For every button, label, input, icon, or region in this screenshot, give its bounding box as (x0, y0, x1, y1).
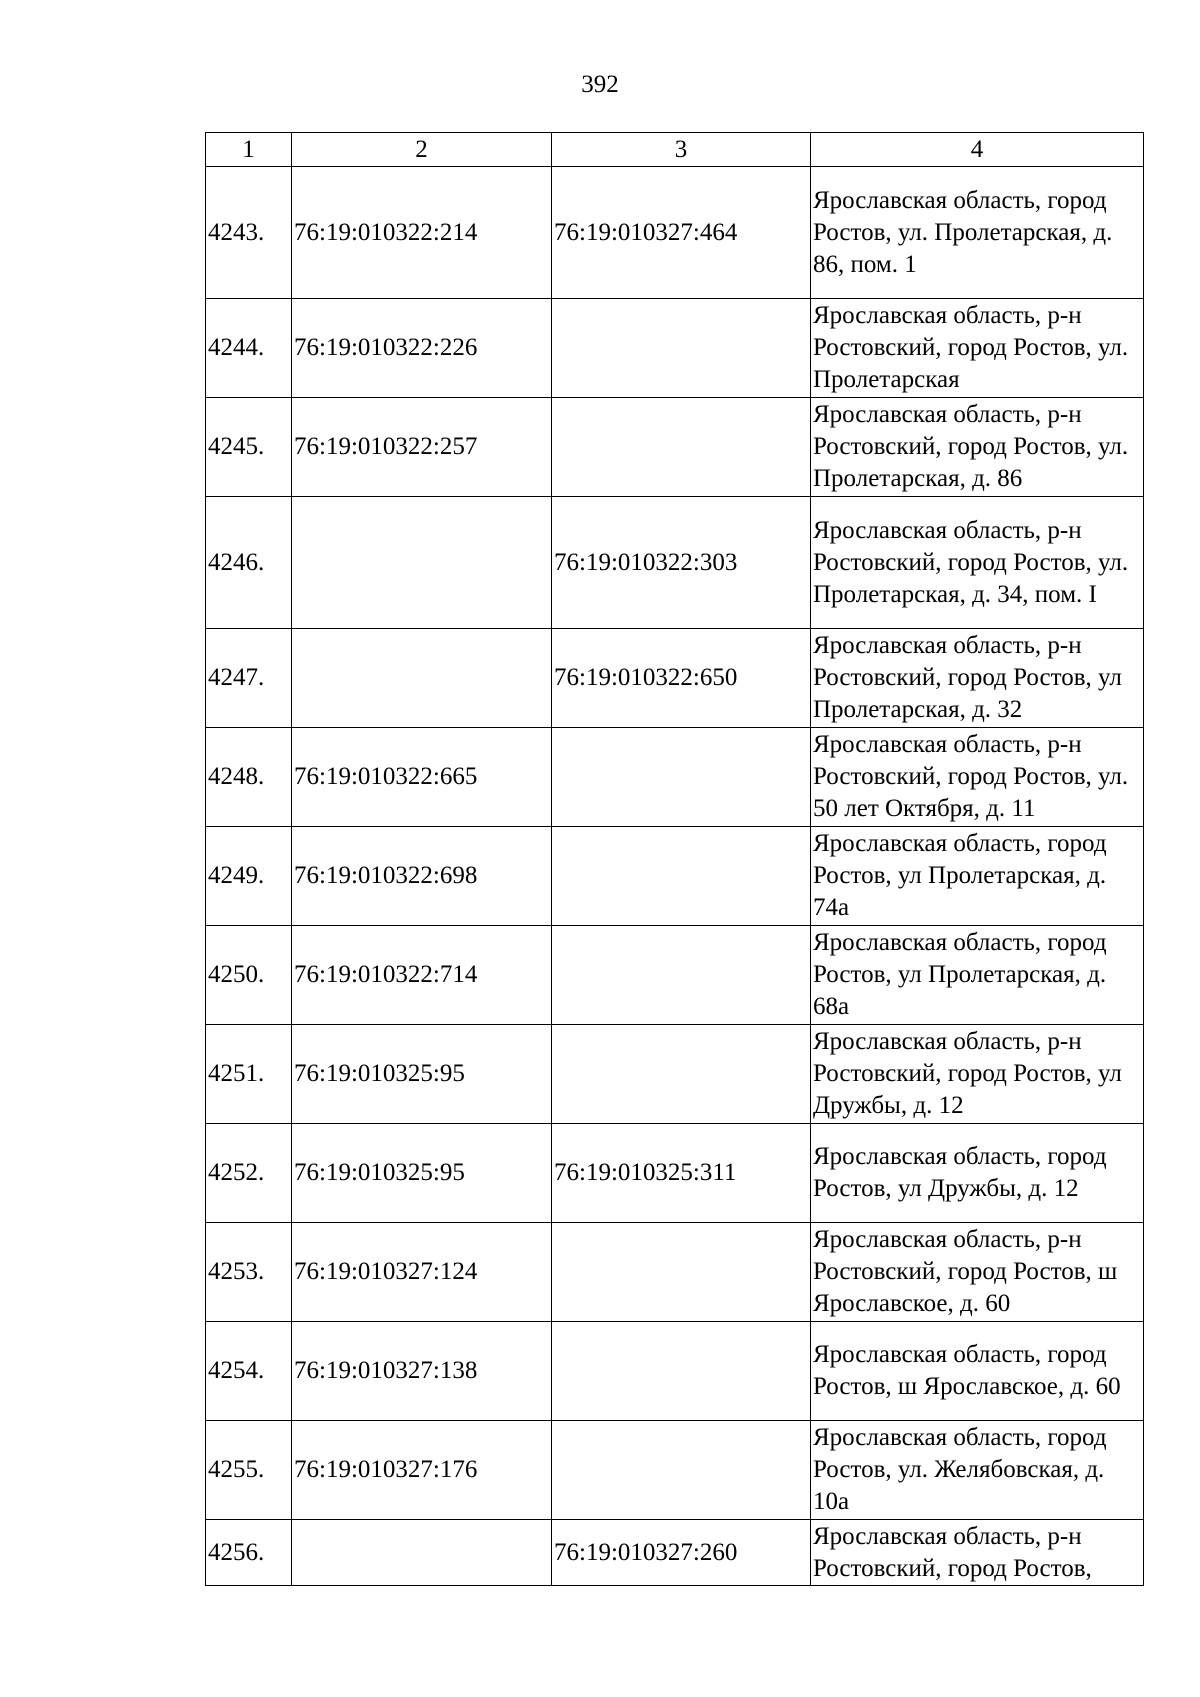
column-header: 3 (552, 133, 811, 167)
table-row (206, 1520, 1144, 1586)
cadastral-number-cell (552, 398, 811, 497)
cadastral-number-cell: 76:19:010327:464 (552, 167, 811, 299)
table-row (206, 497, 1144, 629)
cadastral-number-cell (552, 728, 811, 827)
cadastral-number-cell (292, 629, 552, 728)
row-number-cell: 4255. (206, 1421, 292, 1520)
table-row (206, 299, 1144, 398)
cadastral-number-cell: 76:19:010322:303 (552, 497, 811, 629)
cadastral-number-cell: 76:19:010322:714 (292, 926, 552, 1025)
address-cell: Ярославская область, город Ростов, ш Ярославское, д. 60 (811, 1322, 1144, 1421)
cadastral-number-cell (552, 1025, 811, 1124)
row-number-cell: 4249. (206, 827, 292, 926)
cadastral-number-cell: 76:19:010322:257 (292, 398, 552, 497)
address-cell: Ярославская область, город Ростов, ул. Желябовская, д. 10а (811, 1421, 1144, 1520)
cadastral-number-cell (292, 1520, 552, 1586)
cadastral-number-cell: 76:19:010322:665 (292, 728, 552, 827)
cadastral-number-cell: 76:19:010325:95 (292, 1124, 552, 1223)
address-cell: Ярославская область, р-н Ростовский, город Ростов, ул Дружбы, д. 12 (811, 1025, 1144, 1124)
column-header: 2 (292, 133, 552, 167)
table-row (206, 728, 1144, 827)
row-number-cell: 4250. (206, 926, 292, 1025)
cadastral-number-cell: 76:19:010322:650 (552, 629, 811, 728)
table-row (206, 827, 1144, 926)
column-header: 1 (206, 133, 292, 167)
page-number: 392 (581, 71, 619, 98)
table-body (206, 167, 1144, 1586)
row-number-cell: 4248. (206, 728, 292, 827)
cadastral-number-cell (552, 926, 811, 1025)
table-row (206, 926, 1144, 1025)
address-cell: Ярославская область, р-н Ростовский, город Ростов, ул. 50 лет Октября, д. 11 (811, 728, 1144, 827)
table-row (206, 1223, 1144, 1322)
cadastral-number-cell: 76:19:010327:260 (552, 1520, 811, 1586)
column-header: 4 (811, 133, 1144, 167)
cadastral-number-cell: 76:19:010322:214 (292, 167, 552, 299)
row-number-cell: 4244. (206, 299, 292, 398)
cadastral-number-cell: 76:19:010327:176 (292, 1421, 552, 1520)
cadastral-number-cell (552, 299, 811, 398)
row-number-cell: 4245. (206, 398, 292, 497)
table-header-row (206, 133, 1144, 167)
table-row (206, 1124, 1144, 1223)
table-row (206, 167, 1144, 299)
row-number-cell: 4243. (206, 167, 292, 299)
cadastral-number-cell (552, 1322, 811, 1421)
address-cell: Ярославская область, город Ростов, ул Дружбы, д. 12 (811, 1124, 1144, 1223)
table-row (206, 398, 1144, 497)
address-cell: Ярославская область, город Ростов, ул. Пролетарская, д. 86, пом. 1 (811, 167, 1144, 299)
row-number-cell: 4252. (206, 1124, 292, 1223)
row-number-cell: 4246. (206, 497, 292, 629)
cadastral-number-cell: 76:19:010325:95 (292, 1025, 552, 1124)
address-cell: Ярославская область, город Ростов, ул Пролетарская, д. 74а (811, 827, 1144, 926)
row-number-cell: 4251. (206, 1025, 292, 1124)
address-cell: Ярославская область, р-н Ростовский, город Ростов, ш Ярославское, д. 60 (811, 1223, 1144, 1322)
address-cell: Ярославская область, р-н Ростовский, город Ростов, ул. Пролетарская (811, 299, 1144, 398)
table-row (206, 629, 1144, 728)
table-row (206, 1025, 1144, 1124)
row-number-cell: 4247. (206, 629, 292, 728)
cadastral-number-cell (552, 827, 811, 926)
cadastral-number-cell: 76:19:010325:311 (552, 1124, 811, 1223)
table-row (206, 1322, 1144, 1421)
cadastral-number-cell: 76:19:010327:124 (292, 1223, 552, 1322)
address-cell: Ярославская область, р-н Ростовский, город Ростов, ул. Пролетарская, д. 34, пом. I (811, 497, 1144, 629)
row-number-cell: 4256. (206, 1520, 292, 1586)
cadastral-number-cell (552, 1421, 811, 1520)
address-cell: Ярославская область, р-н Ростовский, город Ростов, ул Пролетарская, д. 32 (811, 629, 1144, 728)
address-cell: Ярославская область, город Ростов, ул Пролетарская, д. 68а (811, 926, 1144, 1025)
cadastral-number-cell: 76:19:010322:226 (292, 299, 552, 398)
cadastral-number-cell: 76:19:010327:138 (292, 1322, 552, 1421)
address-cell: Ярославская область, р-н Ростовский, город Ростов, ул. Пролетарская, д. 86 (811, 398, 1144, 497)
address-cell: Ярославская область, р-н Ростовский, город Ростов, (811, 1520, 1144, 1586)
registry-table (205, 132, 1144, 1586)
cadastral-number-cell: 76:19:010322:698 (292, 827, 552, 926)
cadastral-number-cell (552, 1223, 811, 1322)
row-number-cell: 4254. (206, 1322, 292, 1421)
cadastral-number-cell (292, 497, 552, 629)
table-row (206, 1421, 1144, 1520)
row-number-cell: 4253. (206, 1223, 292, 1322)
